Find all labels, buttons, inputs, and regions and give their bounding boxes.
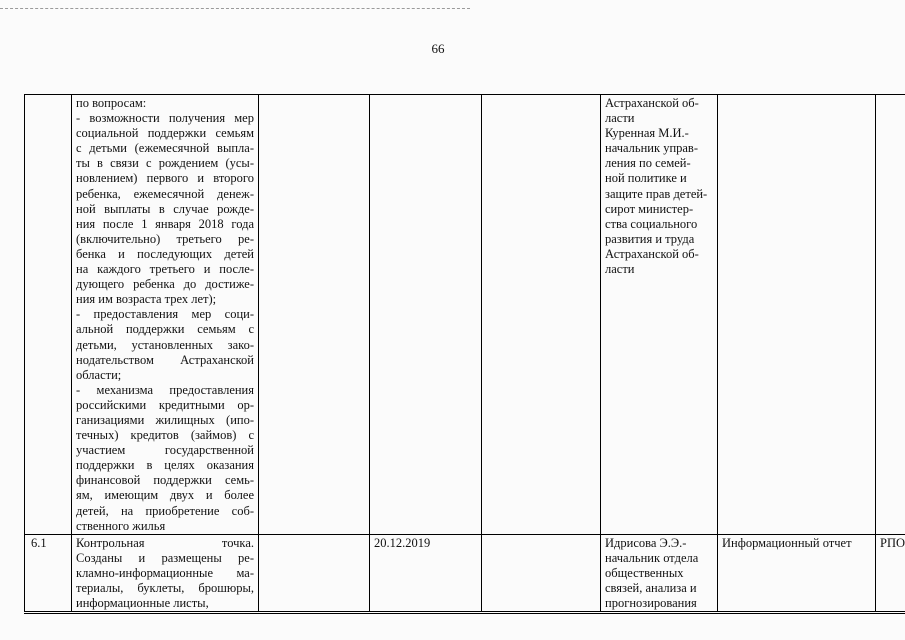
cell-event-text [72, 534, 259, 612]
text-line: развития и труда [605, 231, 695, 246]
cell-result [718, 95, 876, 535]
cell-code: 6.1 [25, 534, 72, 612]
text-line: Идрисова Э.Э.- [605, 535, 687, 550]
text-line: ласти [605, 262, 635, 277]
text-line: сирот министер- [605, 201, 694, 216]
text-line: с детьми (ежемесячной выпла- [76, 141, 254, 156]
text-line: Контрольная точка. [76, 535, 254, 550]
cell-col5 [482, 534, 601, 612]
event-text-lines [76, 96, 254, 534]
text-line: области; [76, 367, 122, 382]
text-line: бенка и последующих детей [76, 246, 254, 261]
text-line: социальной поддержки семьям [76, 126, 254, 141]
text-line: начальник управ- [605, 141, 698, 156]
cell-date [370, 95, 482, 535]
cell-col5 [482, 95, 601, 535]
text-line: Созданы и размещены ре- [76, 550, 254, 565]
text-line: - возможности получения мер [76, 111, 254, 126]
responsible-lines [605, 536, 713, 611]
text-line: Куренная М.И.- [605, 126, 689, 141]
text-line: ям, имеющим двух и более [76, 488, 254, 503]
responsible-lines [605, 96, 713, 277]
text-line: ния им возраста трех лет); [76, 292, 217, 307]
page-number: 66 [431, 41, 445, 56]
text-line: - предоставления мер соци- [76, 307, 254, 322]
cell-responsible [601, 534, 718, 612]
text-line: прогнозирования [605, 596, 697, 611]
text-line: по вопросам: [76, 96, 147, 110]
text-line: Астраханской об- [605, 246, 699, 261]
text-line: ной политике и [605, 171, 687, 186]
text-line: детьми, установленных зако- [76, 337, 254, 352]
text-line: (включительно) третьего ре- [76, 231, 254, 246]
text-line: ной выплаты в случае рожде- [76, 201, 254, 216]
text-line: териалы, буклеты, брошюры, [76, 581, 254, 595]
text-line: начальник отдела [605, 550, 699, 565]
text-line: новлением) первого и второго [76, 171, 254, 186]
text-line: ласти [605, 111, 635, 126]
text-line: поддержки в целях оказания [76, 458, 254, 473]
text-line: защите прав детей- [605, 186, 708, 201]
text-line: нодательством Астраханской [76, 352, 254, 367]
text-line: Астраханской об- [605, 96, 699, 110]
text-line: на каждого третьего и после- [76, 262, 254, 277]
text-line: кламно-информационные ма- [76, 565, 254, 580]
cell-date: 20.12.2019 [370, 534, 482, 612]
text-line: общественных [605, 565, 684, 580]
text-line: ты в связи с рождением (усы- [76, 156, 254, 171]
text-line: ственного жилья [76, 518, 166, 533]
text-line: ства социального [605, 216, 698, 231]
cell-col3 [259, 534, 370, 612]
text-line: ния после 1 января 2018 года [76, 216, 254, 231]
text-line: связей, анализа и [605, 581, 697, 595]
text-line: детей, на приобретение соб- [76, 503, 254, 518]
text-line: информационные листы, [76, 596, 209, 611]
text-line: ления по семей- [605, 156, 691, 171]
text-line: российскими кредитными ор- [76, 397, 254, 412]
text-line: финансовой поддержки семь- [76, 473, 254, 488]
text-line: участием государственной [76, 443, 254, 458]
cell-responsible [601, 95, 718, 535]
event-text-lines [76, 536, 254, 611]
cell-code [25, 95, 72, 535]
table-row-continuation [25, 95, 905, 535]
table-row-6-1 [25, 534, 905, 612]
text-line: - механизма предоставления [76, 382, 254, 397]
text-line: дующего ребенка до достиже- [76, 277, 254, 292]
plan-table [24, 94, 905, 614]
cell-col3 [259, 95, 370, 535]
cell-note [876, 95, 905, 535]
cell-result: Информационный отчет [718, 534, 876, 612]
scan-edge-line [0, 8, 470, 9]
cell-note: РПО [876, 534, 905, 612]
text-line: альной поддержки семьям с [76, 322, 254, 337]
text-line: ганизациями жилищных (ипо- [76, 412, 254, 427]
text-line: ребенка, ежемесячной денеж- [76, 186, 254, 201]
text-line: течных) кредитов (займов) с [76, 428, 254, 443]
cell-event-text [72, 95, 259, 535]
